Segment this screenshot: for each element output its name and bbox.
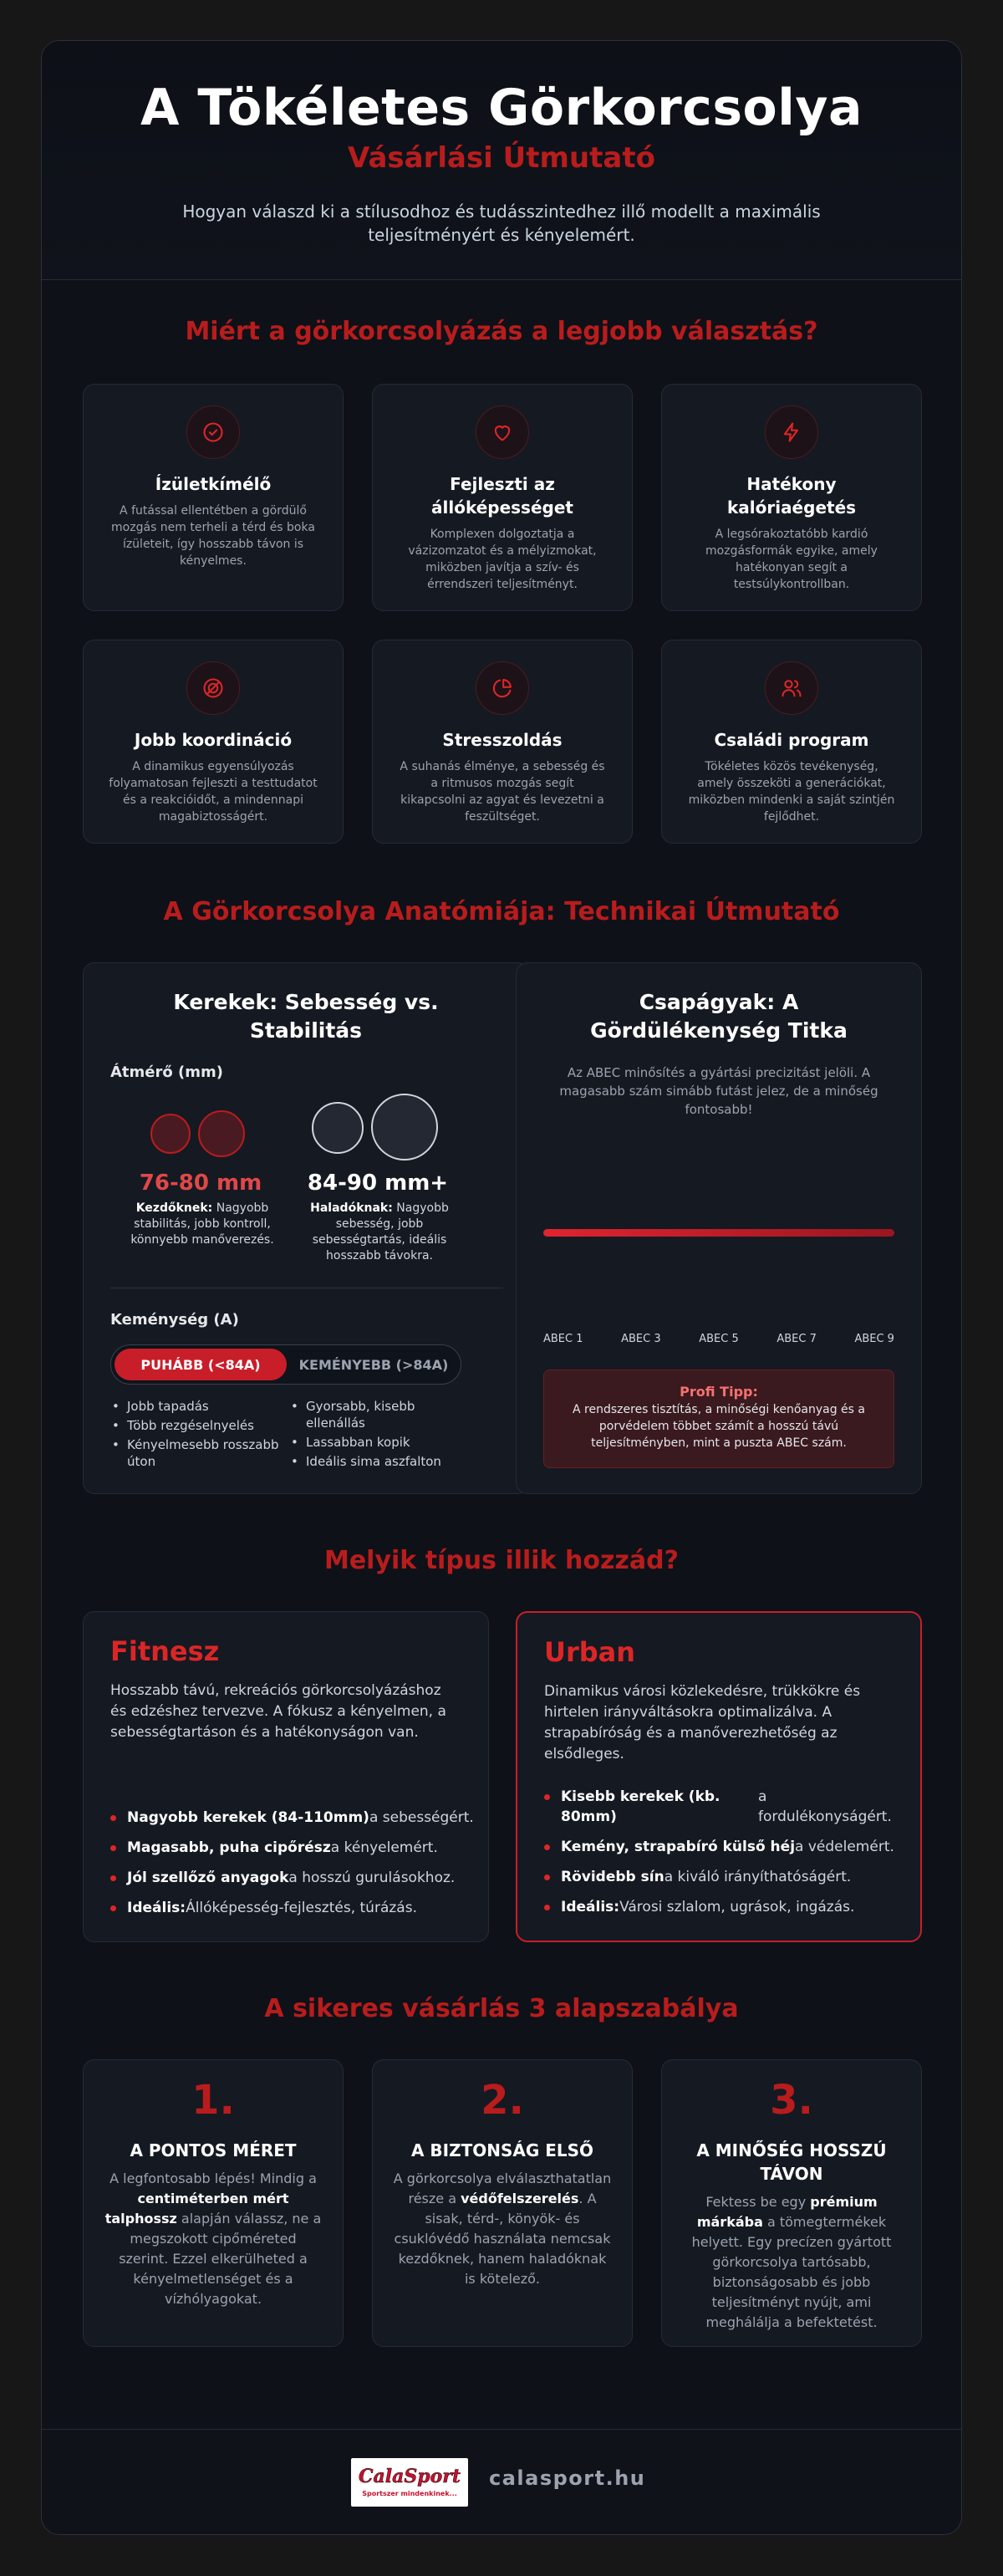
- logo-wordmark: CalaSport: [358, 2466, 461, 2487]
- abec-scale-bar: [543, 1229, 894, 1237]
- check-circle-icon: [186, 406, 240, 459]
- list-item: Kisebb kerekek (kb. 80mm) a fordulékonyságért.: [544, 1787, 904, 1827]
- feature-title: Stresszoldás: [442, 730, 563, 750]
- list-item: Nagyobb kerekek (84-110mm) a sebességért.: [110, 1808, 478, 1828]
- list-item: • Jobb tapadás: [110, 1398, 294, 1415]
- harder-option[interactable]: KEMÉNYEBB (>84A): [298, 1356, 449, 1373]
- types-section-title: Melyik típus illik hozzád?: [323, 1546, 679, 1575]
- rule-title: A BIZTONSÁG ELSŐ: [410, 2140, 594, 2160]
- list-item: • Lassabban kopik: [289, 1434, 465, 1451]
- rule-title: A MINŐSÉG HOSSZÚ TÁVON: [696, 2140, 887, 2184]
- small-wheel-icon: [150, 1114, 191, 1154]
- feature-title: Fejleszti az állóképességet: [431, 474, 573, 518]
- feature-text: A futással ellentétben a gördülő mozgás nem terheli a térd és boka ízületeit, így hosszabb távon is kényelmes.: [111, 504, 315, 568]
- fitness-title: Fitnesz: [110, 1635, 220, 1667]
- footer: [42, 2429, 961, 2535]
- large-wheel-size: 84-90 mm+: [307, 1171, 449, 1196]
- small-wheel-caption: Kezdőknek: Nagyobb stabilitás, jobb kontroll, könnyebb manőverezés.: [130, 1201, 274, 1247]
- soft-points-list: [110, 1398, 294, 1472]
- list-item: • Több rezgéselnyelés: [110, 1417, 294, 1434]
- hardness-label: Keménység (A): [110, 1311, 239, 1329]
- rule-text: A legfontosabb lépés! Mindig a centiméterben mért talphossz alapján válassz, ne a megszokott cipőméreted szerint. Ezzel elkerülheted a kényelmetlenséget és a vízhólyagokat.: [104, 2170, 322, 2307]
- wheels-title: Kerekek: Sebesség vs. Stabilitás: [173, 990, 439, 1043]
- rule-text: Fektess be egy prémium márkába a tömegtermékek helyett. Egy precízen gyártott görkorcsolya tartósabb, biztonságosabb és jobb teljesítményt nyújt, ami meghálálja a befektetést.: [691, 2194, 892, 2330]
- abec-label: ABEC 3: [621, 1333, 661, 1345]
- abec-scale-labels: [543, 1333, 894, 1345]
- diameter-label: Átmérő (mm): [110, 1064, 223, 1081]
- list-item: Kemény, strapabíró külső héj a védelemért.: [544, 1837, 904, 1857]
- list-item: Rövidebb sín a kiváló irányíthatóságért.: [544, 1867, 904, 1887]
- fitness-card[interactable]: [83, 1611, 489, 1942]
- abec-label: ABEC 9: [854, 1333, 894, 1345]
- rule-number: 1.: [191, 2077, 235, 2124]
- list-item: • Kényelmesebb rosszabb úton: [110, 1436, 294, 1470]
- feature-card: [83, 384, 344, 611]
- list-item: Ideális: Állóképesség-fejlesztés, túrázás.: [110, 1898, 478, 1918]
- feature-text: A dinamikus egyensúlyozás folyamatosan fejleszti a testtudatot és a reakcióidőt, a mindennapi magabiztosságért.: [109, 760, 318, 824]
- lightning-icon: [765, 406, 818, 459]
- large-wheel-caption: Haladóknak: Nagyobb sebesség, jobb sebességtartás, ideális hosszabb távokra.: [310, 1201, 449, 1262]
- feature-card: [372, 640, 633, 844]
- rule-text: A görkorcsolya elválaszthatatlan része a védőfelszerelés. A sisak, térd-, könyök- és csuklóvédő használata nemcsak kezdőknek, hanem haladóknak is kötelező.: [393, 2170, 612, 2287]
- pro-tip-box: [543, 1370, 894, 1468]
- compass-icon: [186, 661, 240, 715]
- rule-number: 3.: [770, 2077, 813, 2124]
- abec-label: ABEC 5: [699, 1333, 739, 1345]
- list-item: • Ideális sima aszfalton: [289, 1453, 465, 1470]
- page-container: [41, 40, 962, 2535]
- why-section-title: Miért a görkorcsolyázás a legjobb választás?: [185, 317, 818, 346]
- feature-text: A suhanás élménye, a sebesség és a ritmusos mozgás segít kikapcsolni az agyat és levezetni a feszültséget.: [400, 760, 605, 824]
- feature-card: [661, 640, 922, 844]
- feature-title: Családi program: [714, 730, 869, 750]
- abec-label: ABEC 7: [776, 1333, 817, 1345]
- feature-text: A legsórakoztatóbb kardió mozgásformák egyike, amely hatékonyan segít a testsúlykontrollban.: [705, 528, 878, 591]
- list-item: Magasabb, puha cipőrész a kényelemért.: [110, 1838, 478, 1858]
- rule-number: 2.: [481, 2077, 524, 2124]
- page-title: A Tökéletes Görkorcsolya: [140, 79, 863, 137]
- feature-title: Ízületkímélő: [155, 474, 272, 494]
- pro-tip-text: A rendszeres tisztítás, a minőségi kenőanyag és a porvédelem többet számít a hosszú távú teljesítményben, mint a puszta ABEC szám.: [573, 1403, 865, 1450]
- small-wheel-icon: [198, 1110, 245, 1157]
- feature-title: Jobb koordináció: [134, 730, 293, 750]
- anatomy-section-title: A Görkorcsolya Anatómiája: Technikai Útmutató: [163, 897, 840, 926]
- large-wheel-icon: [371, 1094, 438, 1160]
- list-item: • Gyorsabb, kisebb ellenállás: [289, 1398, 465, 1431]
- urban-features: [544, 1787, 904, 1917]
- small-wheel-size: 76-80 mm: [139, 1171, 262, 1196]
- calasport-logo[interactable]: [351, 2458, 468, 2507]
- bearings-text: Az ABEC minősítés a gyártási precizitást jelöli. A magasabb szám simább futást jelez, de a minőség fontosabb!: [559, 1065, 878, 1117]
- hero-intro: Hogyan válaszd ki a stílusodhoz és tudásszintedhez illő modellt a maximális teljesítményért és kényelemért.: [182, 201, 821, 245]
- feature-text: Tökéletes közös tevékenység, amely összeköti a generációkat, miközben mindenki a saját szintjén fejlődhet.: [688, 760, 895, 824]
- feature-text: Komplexen dolgoztatja a vázizomzatot és a mélyizmokat, miközben javítja a szív- és érrendszeri teljesítményt.: [408, 528, 597, 591]
- wheels-card: [83, 962, 529, 1494]
- rule-title: A PONTOS MÉRET: [130, 2140, 297, 2160]
- list-item: Ideális: Városi szlalom, ugrások, ingázás.: [544, 1897, 904, 1917]
- hero: [42, 41, 961, 280]
- rule-card: [372, 2059, 633, 2347]
- feature-card: [661, 384, 922, 611]
- site-link[interactable]: calasport.hu: [489, 2466, 646, 2490]
- hard-points-list: [289, 1398, 465, 1472]
- feature-title: Hatékony kalóriaégetés: [726, 474, 857, 518]
- softer-option[interactable]: PUHÁBB (<84A): [115, 1349, 287, 1380]
- feature-card: [372, 384, 633, 611]
- rule-card: [83, 2059, 344, 2347]
- abec-label: ABEC 1: [543, 1333, 583, 1345]
- users-icon: [765, 661, 818, 715]
- urban-title: Urban: [544, 1636, 636, 1668]
- rule-card: [661, 2059, 922, 2347]
- pro-tip-title: Profi Tipp:: [680, 1384, 758, 1400]
- hardness-toggle[interactable]: [110, 1344, 461, 1385]
- list-item: Jól szellőző anyagok a hosszú gurulásokhoz.: [110, 1868, 478, 1888]
- bearings-card: [516, 962, 922, 1494]
- large-wheel-icon: [312, 1102, 364, 1154]
- bearings-title: Csapágyak: A Gördülékenység Titka: [590, 990, 848, 1043]
- fitness-features: [110, 1808, 478, 1918]
- pie-chart-icon: [476, 661, 529, 715]
- fitness-desc: Hosszabb távú, rekreációs görkorcsolyázáshoz és edzéshez tervezve. A fókusz a kényelmen, a sebességtartáson és a hatékonyságon van.: [110, 1682, 446, 1741]
- feature-card: [83, 640, 344, 844]
- urban-desc: Dinamikus városi közlekedésre, trükkökre és hirtelen irányváltásokra optimalizálva. A strapabíróság és a manőverezhetőség az elsődleges.: [544, 1683, 861, 1762]
- heart-icon: [476, 406, 529, 459]
- urban-card[interactable]: [516, 1611, 922, 1942]
- rules-section-title: A sikeres vásárlás 3 alapszabálya: [264, 1994, 739, 2023]
- logo-tagline: Sportszer mindenkinek...: [362, 2490, 457, 2497]
- page-subtitle: Vásárlási Útmutató: [348, 141, 655, 175]
